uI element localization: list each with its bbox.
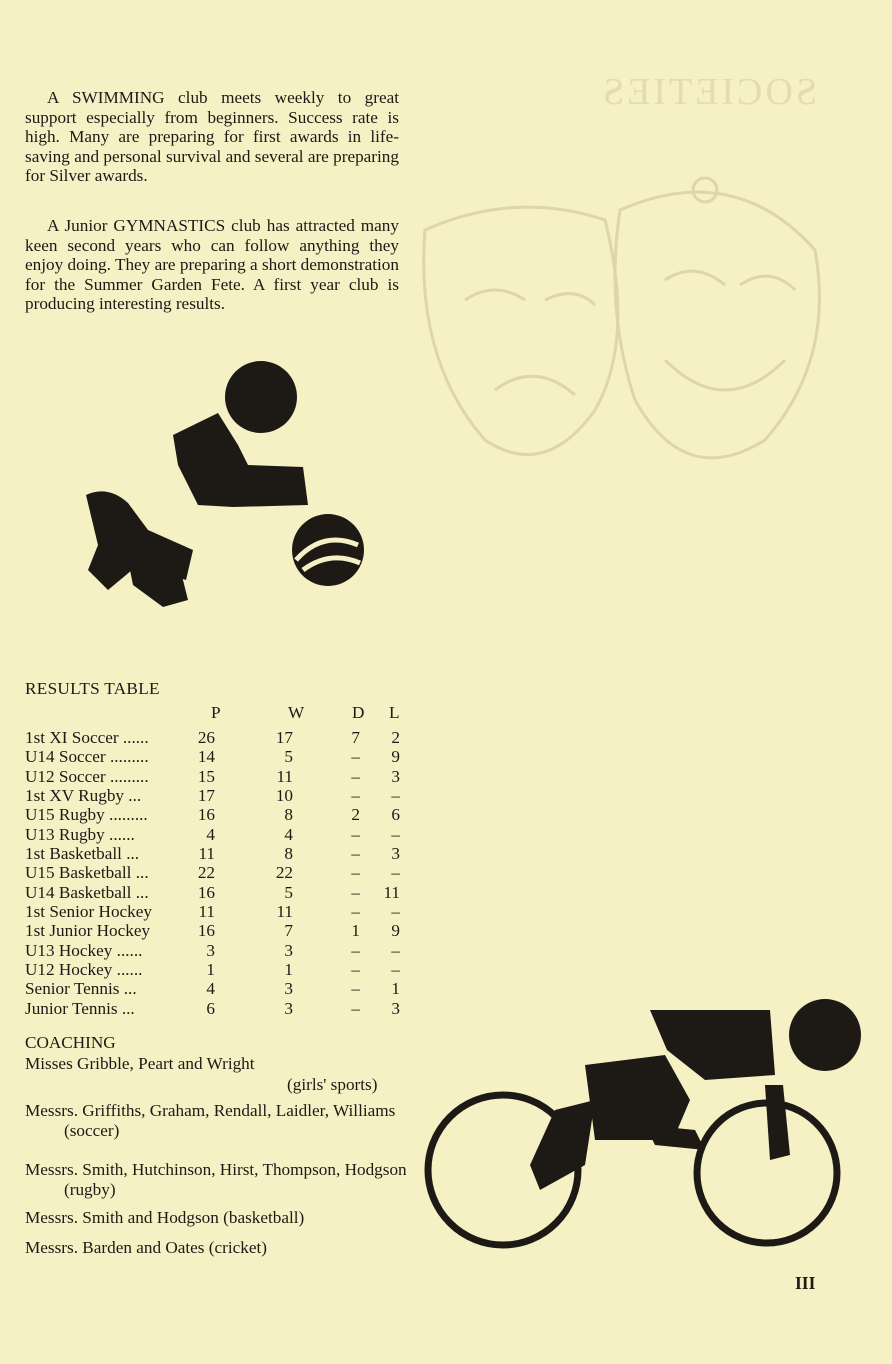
lost-cell: 9 bbox=[391, 747, 400, 767]
cyclist-figure bbox=[405, 990, 875, 1255]
swimming-paragraph: A SWIMMING club meets weekly to great support especially from beginners. Success rate is high. Many are preparing for first awards in life-saving and personal survival and several are preparing for Silver awards. bbox=[25, 88, 399, 186]
drawn-cell: – bbox=[351, 863, 360, 883]
team-name: 1st XV Rugby ... bbox=[25, 786, 142, 806]
team-name: U15 Basketball ... bbox=[25, 863, 149, 883]
lost-cell: – bbox=[391, 824, 400, 844]
header-lost: L bbox=[389, 703, 400, 722]
played-cell: 22 bbox=[197, 863, 215, 883]
showthrough-heading: SOCIETIES bbox=[600, 71, 817, 113]
table-row bbox=[25, 960, 405, 979]
results-table-header bbox=[25, 703, 405, 727]
theatre-masks-showthrough bbox=[405, 160, 845, 490]
table-row bbox=[25, 921, 405, 940]
swimmer-figure bbox=[68, 355, 368, 615]
played-cell: 11 bbox=[198, 844, 215, 864]
table-row bbox=[25, 941, 405, 960]
lost-cell: – bbox=[391, 786, 400, 806]
table-row bbox=[25, 825, 405, 844]
played-cell: 16 bbox=[197, 921, 215, 941]
drawn-cell: 7 bbox=[351, 728, 360, 747]
table-row bbox=[25, 805, 405, 824]
team-name: 1st Senior Hockey bbox=[25, 902, 152, 922]
lost-cell: 3 bbox=[391, 844, 400, 864]
team-name: U14 Basketball ... bbox=[25, 882, 149, 902]
drawn-cell: – bbox=[351, 998, 360, 1018]
won-cell: 5 bbox=[284, 882, 293, 902]
lost-cell: 2 bbox=[391, 728, 400, 747]
team-name: U13 Rugby ...... bbox=[25, 824, 135, 844]
won-cell: 17 bbox=[275, 728, 293, 747]
table-row bbox=[25, 786, 405, 805]
won-cell: 22 bbox=[275, 863, 293, 883]
lost-cell: 3 bbox=[391, 998, 400, 1018]
lost-cell: – bbox=[391, 902, 400, 922]
played-cell: 11 bbox=[198, 902, 215, 922]
team-name: U14 Soccer ......... bbox=[25, 747, 149, 767]
played-cell: 26 bbox=[197, 728, 215, 747]
drawn-cell: – bbox=[351, 747, 360, 767]
lost-cell: 3 bbox=[391, 766, 400, 786]
lost-cell: 9 bbox=[391, 921, 400, 941]
team-name: U13 Hockey ...... bbox=[25, 940, 143, 960]
coaching-entry: Messrs. Smith, Hutchinson, Hirst, Thompson, Hodgson (rugby) bbox=[25, 1160, 407, 1199]
played-cell: 15 bbox=[197, 766, 215, 786]
team-name: Junior Tennis ... bbox=[25, 998, 135, 1018]
team-name: 1st XI Soccer ...... bbox=[25, 728, 149, 747]
won-cell: 1 bbox=[284, 960, 293, 980]
table-row bbox=[25, 767, 405, 786]
results-table-body bbox=[25, 728, 405, 1018]
gymnastics-paragraph: A Junior GYMNASTICS club has attracted many keen second years who can follow anything they enjoy doing. They are preparing a short demonstration for the Summer Garden Fete. A first year club is producing interesting results. bbox=[25, 216, 399, 314]
played-cell: 17 bbox=[197, 786, 215, 806]
won-cell: 5 bbox=[284, 747, 293, 767]
lost-cell: 1 bbox=[391, 979, 400, 999]
drawn-cell: – bbox=[351, 960, 360, 980]
drawn-cell: – bbox=[351, 786, 360, 806]
drawn-cell: – bbox=[351, 766, 360, 786]
lost-cell: 11 bbox=[383, 882, 400, 902]
team-name: U12 Hockey ...... bbox=[25, 960, 143, 980]
page-number: III bbox=[795, 1273, 816, 1293]
coaching-entry: Messrs. Smith and Hodgson (basketball) bbox=[25, 1208, 305, 1227]
played-cell: 16 bbox=[197, 882, 215, 902]
won-cell: 8 bbox=[284, 844, 293, 864]
lost-cell: – bbox=[391, 863, 400, 883]
lost-cell: – bbox=[391, 940, 400, 960]
table-row bbox=[25, 979, 405, 998]
won-cell: 11 bbox=[276, 766, 293, 786]
won-cell: 10 bbox=[275, 786, 293, 806]
team-name: U12 Soccer ......... bbox=[25, 766, 149, 786]
won-cell: 11 bbox=[276, 902, 293, 922]
drawn-cell: – bbox=[351, 824, 360, 844]
coaching-title: COACHING bbox=[25, 1033, 116, 1052]
drawn-cell: 2 bbox=[351, 805, 360, 825]
drawn-cell: – bbox=[351, 882, 360, 902]
lost-cell: 6 bbox=[391, 805, 400, 825]
drawn-cell: – bbox=[351, 902, 360, 922]
header-won: W bbox=[288, 703, 305, 722]
team-name: U15 Rugby ......... bbox=[25, 805, 148, 825]
coaching-entry-tail: (girls' sports) bbox=[287, 1075, 378, 1094]
played-cell: 1 bbox=[206, 960, 215, 980]
played-cell: 3 bbox=[206, 940, 215, 960]
played-cell: 16 bbox=[197, 805, 215, 825]
won-cell: 7 bbox=[284, 921, 293, 941]
drawn-cell: 1 bbox=[351, 921, 360, 941]
drawn-cell: – bbox=[351, 979, 360, 999]
played-cell: 6 bbox=[206, 998, 215, 1018]
team-name: 1st Junior Hockey bbox=[25, 921, 151, 941]
table-row bbox=[25, 863, 405, 882]
won-cell: 4 bbox=[284, 824, 293, 844]
played-cell: 4 bbox=[206, 979, 215, 999]
coaching-entry: Messrs. Griffiths, Graham, Rendall, Laidler, Williams (soccer) bbox=[25, 1101, 396, 1140]
header-drawn: D bbox=[352, 703, 365, 722]
team-name: Senior Tennis ... bbox=[25, 979, 137, 999]
played-cell: 14 bbox=[197, 747, 215, 767]
table-row bbox=[25, 999, 405, 1018]
table-row bbox=[25, 747, 405, 766]
coaching-entry: Misses Gribble, Peart and Wright bbox=[25, 1054, 255, 1073]
played-cell: 4 bbox=[206, 824, 215, 844]
won-cell: 8 bbox=[284, 805, 293, 825]
won-cell: 3 bbox=[284, 998, 293, 1018]
table-row bbox=[25, 902, 405, 921]
won-cell: 3 bbox=[284, 940, 293, 960]
table-row bbox=[25, 844, 405, 863]
team-name: 1st Basketball ... bbox=[25, 844, 140, 864]
coaching-entry: Messrs. Barden and Oates (cricket) bbox=[25, 1238, 267, 1257]
table-row bbox=[25, 883, 405, 902]
drawn-cell: – bbox=[351, 844, 360, 864]
header-played: P bbox=[211, 703, 221, 722]
table-row bbox=[25, 728, 405, 747]
won-cell: 3 bbox=[284, 979, 293, 999]
results-table-title: RESULTS TABLE bbox=[25, 679, 160, 698]
lost-cell: – bbox=[391, 960, 400, 980]
drawn-cell: – bbox=[351, 940, 360, 960]
